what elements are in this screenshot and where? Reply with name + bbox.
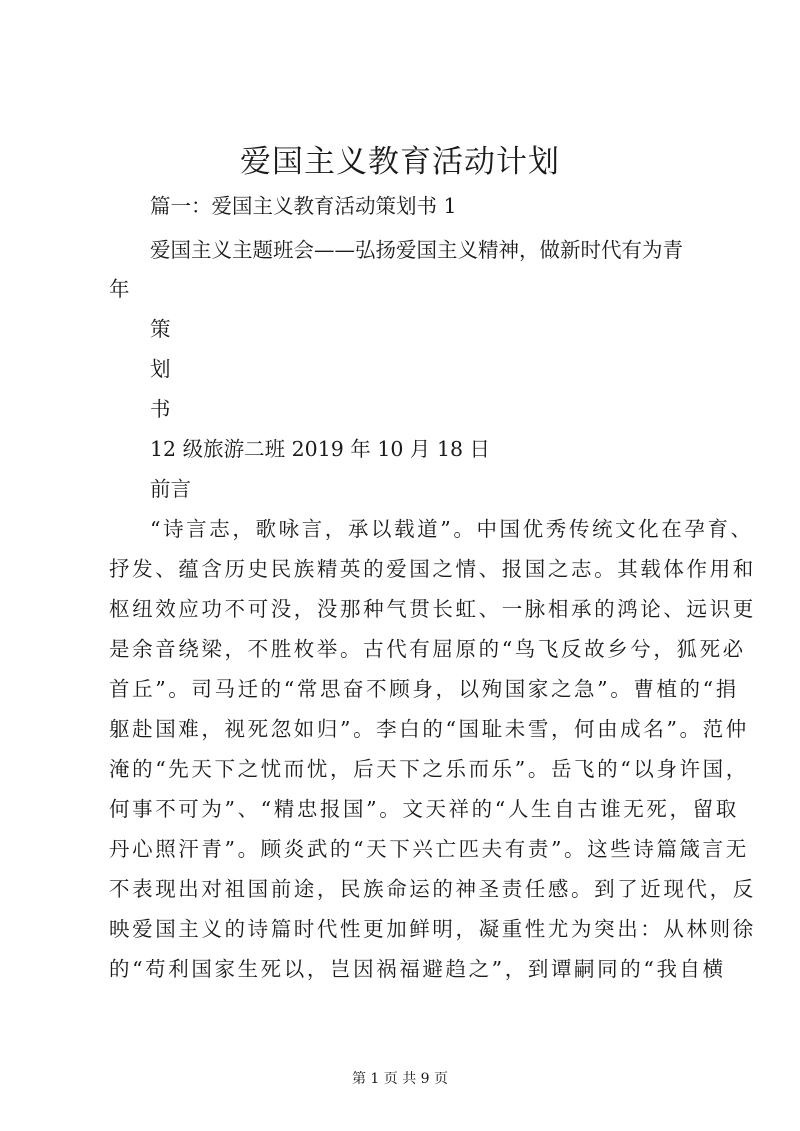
preface-heading: 前言 — [150, 477, 191, 501]
document-title: 爱国主义教育活动计划 — [240, 144, 560, 180]
body-line: 抒发、蕴含历史民族精英的爱国之情、报国之志。其载体作用和 — [109, 557, 756, 581]
vertical-char-shu: 书 — [150, 397, 171, 421]
body-line: 是余音绕梁，不胜枚举。古代有屈原的“鸟飞反故乡兮，狐死必 — [109, 637, 746, 661]
body-line: 躯赴国难，视死忽如归”。李白的“国耻未雪，何由成名”。范仲 — [109, 717, 749, 741]
body-line: 不表现出对祖国前途，民族命运的神圣责任感。到了近现代，反 — [109, 877, 756, 901]
body-line: 首丘”。司马迁的“常思奋不顾身，以殉国家之急”。曹植的“捐 — [109, 677, 739, 701]
body-line: 映爱国主义的诗篇时代性更加鲜明，凝重性尤为突出：从林则徐 — [109, 917, 756, 941]
theme-line: 爱国主义主题班会——弘扬爱国主义精神，做新时代有为青 — [150, 238, 683, 262]
body-line: 枢纽效应功不可没，没那种气贯长虹、一脉相承的鸿论、远识更 — [109, 597, 756, 621]
body-line: 丹心照汗青”。顾炎武的“天下兴亡匹夫有责”。这些诗篇箴言无 — [109, 837, 749, 861]
body-line: 何事不可为”、“精忠报国”。文天祥的“人生自古谁无死，留取 — [109, 797, 739, 821]
vertical-char-ce: 策 — [150, 317, 171, 341]
body-line: 的“苟利国家生死以，岂因祸福避趋之”，到谭嗣同的“我自横 — [109, 957, 726, 981]
section-heading: 篇一：爱国主义教育活动策划书 1 — [150, 194, 457, 218]
page-footer: 第 1 页 共 9 页 — [351, 1071, 449, 1087]
body-line: “诗言志，歌咏言，承以载道”。中国优秀传统文化在孕育、 — [150, 517, 754, 541]
body-line: 淹的“先天下之忧而忧，后天下之乐而乐”。岳飞的“以身许国， — [109, 757, 749, 781]
theme-line-continued: 年 — [109, 277, 133, 301]
vertical-char-hua: 划 — [150, 357, 171, 381]
class-date-line: 12 级旅游二班 2019 年 10 月 18 日 — [150, 437, 491, 461]
